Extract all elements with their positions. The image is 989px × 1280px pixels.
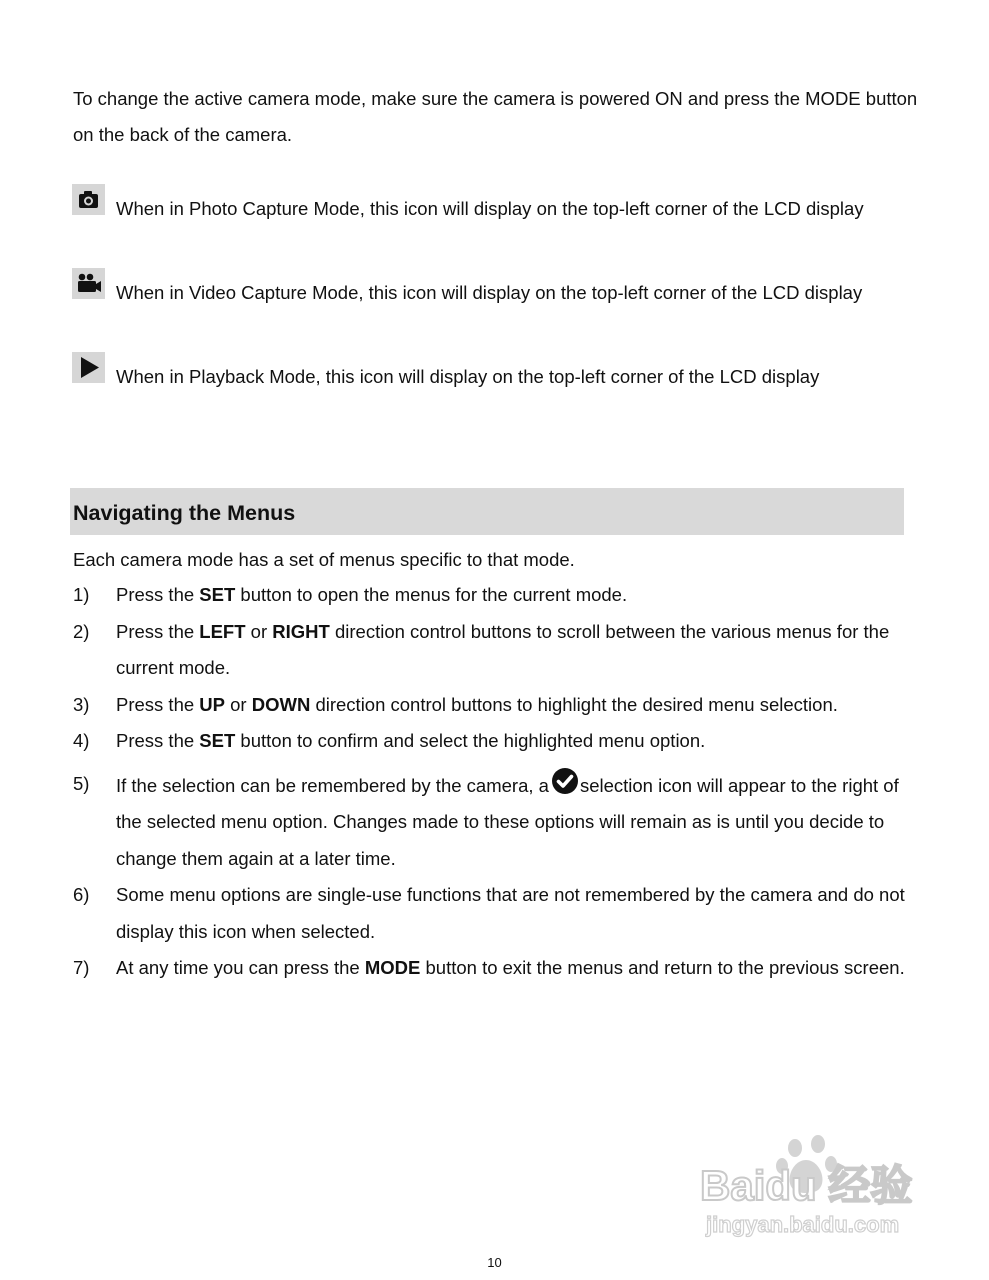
step-number: 2)	[73, 620, 90, 642]
section-header	[70, 488, 904, 535]
list-item: 5) If the selection can be remembered by the camera, a selection icon will appear to the right of the selected menu option. Changes made to these options will remain as is until you decide to change them again at a later time.	[73, 766, 913, 878]
video-mode-text: When in Video Capture Mode, this icon will display on the top-left corner of the LCD display	[116, 282, 863, 303]
photo-mode-row	[72, 184, 932, 224]
page-number: 10	[487, 1255, 502, 1270]
video-camera-icon	[72, 268, 105, 299]
checkmark-icon	[550, 766, 580, 796]
video-mode-row	[72, 268, 932, 308]
steps-list	[73, 577, 913, 987]
step-number: 3)	[73, 693, 90, 715]
baidu-watermark	[700, 1130, 930, 1240]
section-intro: Each camera mode has a set of menus specific to that mode.	[73, 549, 575, 570]
list-item: 4) Press the SET button to confirm and select the highlighted menu option.	[73, 723, 913, 760]
step-number: 1)	[73, 584, 90, 605]
step-number: 5)	[73, 772, 90, 794]
list-item: 1) Press the SET button to open the menus for the current mode.	[73, 577, 913, 614]
step-number: 6)	[73, 884, 90, 905]
list-item: 7) At any time you can press the MODE button to exit the menus and return to the previous screen.	[73, 950, 913, 987]
play-icon	[72, 352, 105, 383]
list-item: 2) Press the LEFT or RIGHT direction control buttons to scroll between the various menus for the current mode.	[73, 614, 913, 687]
watermark-brand: Baidu 经验	[700, 1162, 913, 1209]
playback-mode-row	[72, 352, 932, 392]
watermark-url: jingyan.baidu.com	[706, 1212, 900, 1237]
step-number: 7)	[73, 957, 90, 978]
section-title: Navigating the Menus	[73, 501, 296, 525]
camera-icon	[72, 184, 105, 215]
list-item: 6) Some menu options are single-use functions that are not remembered by the camera and do not display this icon when selected.	[73, 877, 913, 950]
step-number: 4)	[73, 730, 90, 751]
list-item: 3) Press the UP or DOWN direction control buttons to highlight the desired menu selection.	[73, 687, 913, 724]
photo-mode-text: When in Photo Capture Mode, this icon will display on the top-left corner of the LCD display	[116, 198, 864, 219]
intro-paragraph: To change the active camera mode, make sure the camera is powered ON and press the MODE button on the back of the camera.	[73, 88, 918, 145]
playback-mode-text: When in Playback Mode, this icon will display on the top-left corner of the LCD display	[116, 366, 820, 387]
